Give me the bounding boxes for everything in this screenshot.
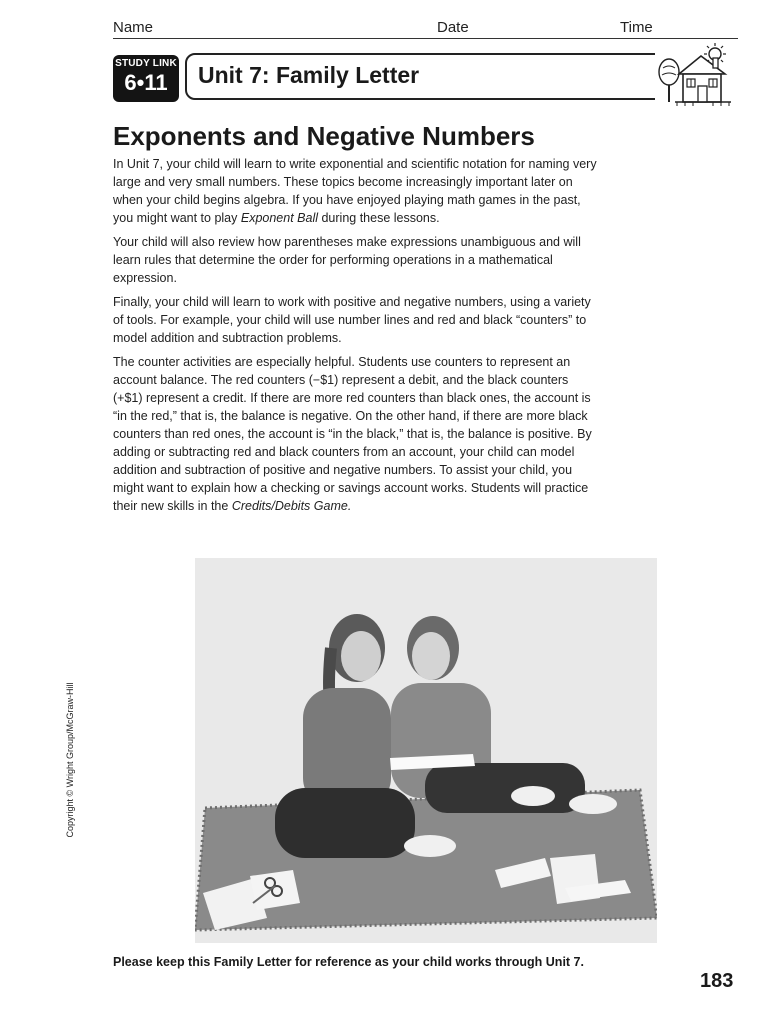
name-label: Name: [113, 19, 154, 36]
page-number: 183: [700, 970, 734, 992]
exponent-ball-title: Exponent Ball: [240, 211, 318, 225]
paragraph-parentheses: Your child will also review how parentheses make expressions unambiguous and will learn rules that determine the order for performing operations in a mathematical expression.: [113, 235, 581, 285]
header-rule: [113, 38, 738, 39]
time-label: Time: [620, 19, 653, 36]
paragraph-counters: The counter activities are especially helpful. Students use counters to represent an account balance. The red counters (−$1) represent a debit, and the black counters (+$1) represent a credit. If there are more red counters than black ones, the account is “in the red,” that is, the balance is negative. On the other hand, if there are more black counters than red ones, the account is “in the black,” that is, the balance is positive. By adding or subtracting red and black counters from an account, your child can model addition and subtraction of positive and negative numbers. To assist your child, you might want to explain how a checking or savings account works. Students will practice their new skills in the Credits/Debits Game.: [113, 355, 592, 513]
study-link-label: STUDY LINK: [115, 58, 177, 69]
study-link-number: 6•11: [124, 70, 168, 95]
headline: Exponents and Negative Numbers: [113, 121, 535, 151]
unit-title: Unit 7: Family Letter: [198, 62, 420, 88]
date-label: Date: [437, 19, 469, 36]
copyright-notice: Copyright © Wright Group/McGraw-Hill: [65, 682, 75, 838]
house-icon: [655, 42, 739, 110]
paragraph-intro: In Unit 7, your child will learn to write exponential and scientific notation for naming very large and very small numbers. These topics become increasingly important later on when your child begins algebra. If you have enjoyed playing math games in the past, you might want to play Exponent Ball during these lessons.: [113, 157, 597, 225]
photo-two-girls-reading: [195, 558, 657, 943]
paragraph-negative-numbers: Finally, your child will learn to work with positive and negative numbers, using a variety of tools. For example, your child will use number lines and red and black “counters” to model addition and subtraction problems.: [113, 295, 591, 345]
credits-debits-game-title: Credits/Debits Game.: [231, 499, 352, 513]
study-link-badge: [113, 55, 179, 102]
letter-body: [113, 155, 601, 521]
footer-note: Please keep this Family Letter for reference as your child works through Unit 7.: [113, 955, 584, 969]
